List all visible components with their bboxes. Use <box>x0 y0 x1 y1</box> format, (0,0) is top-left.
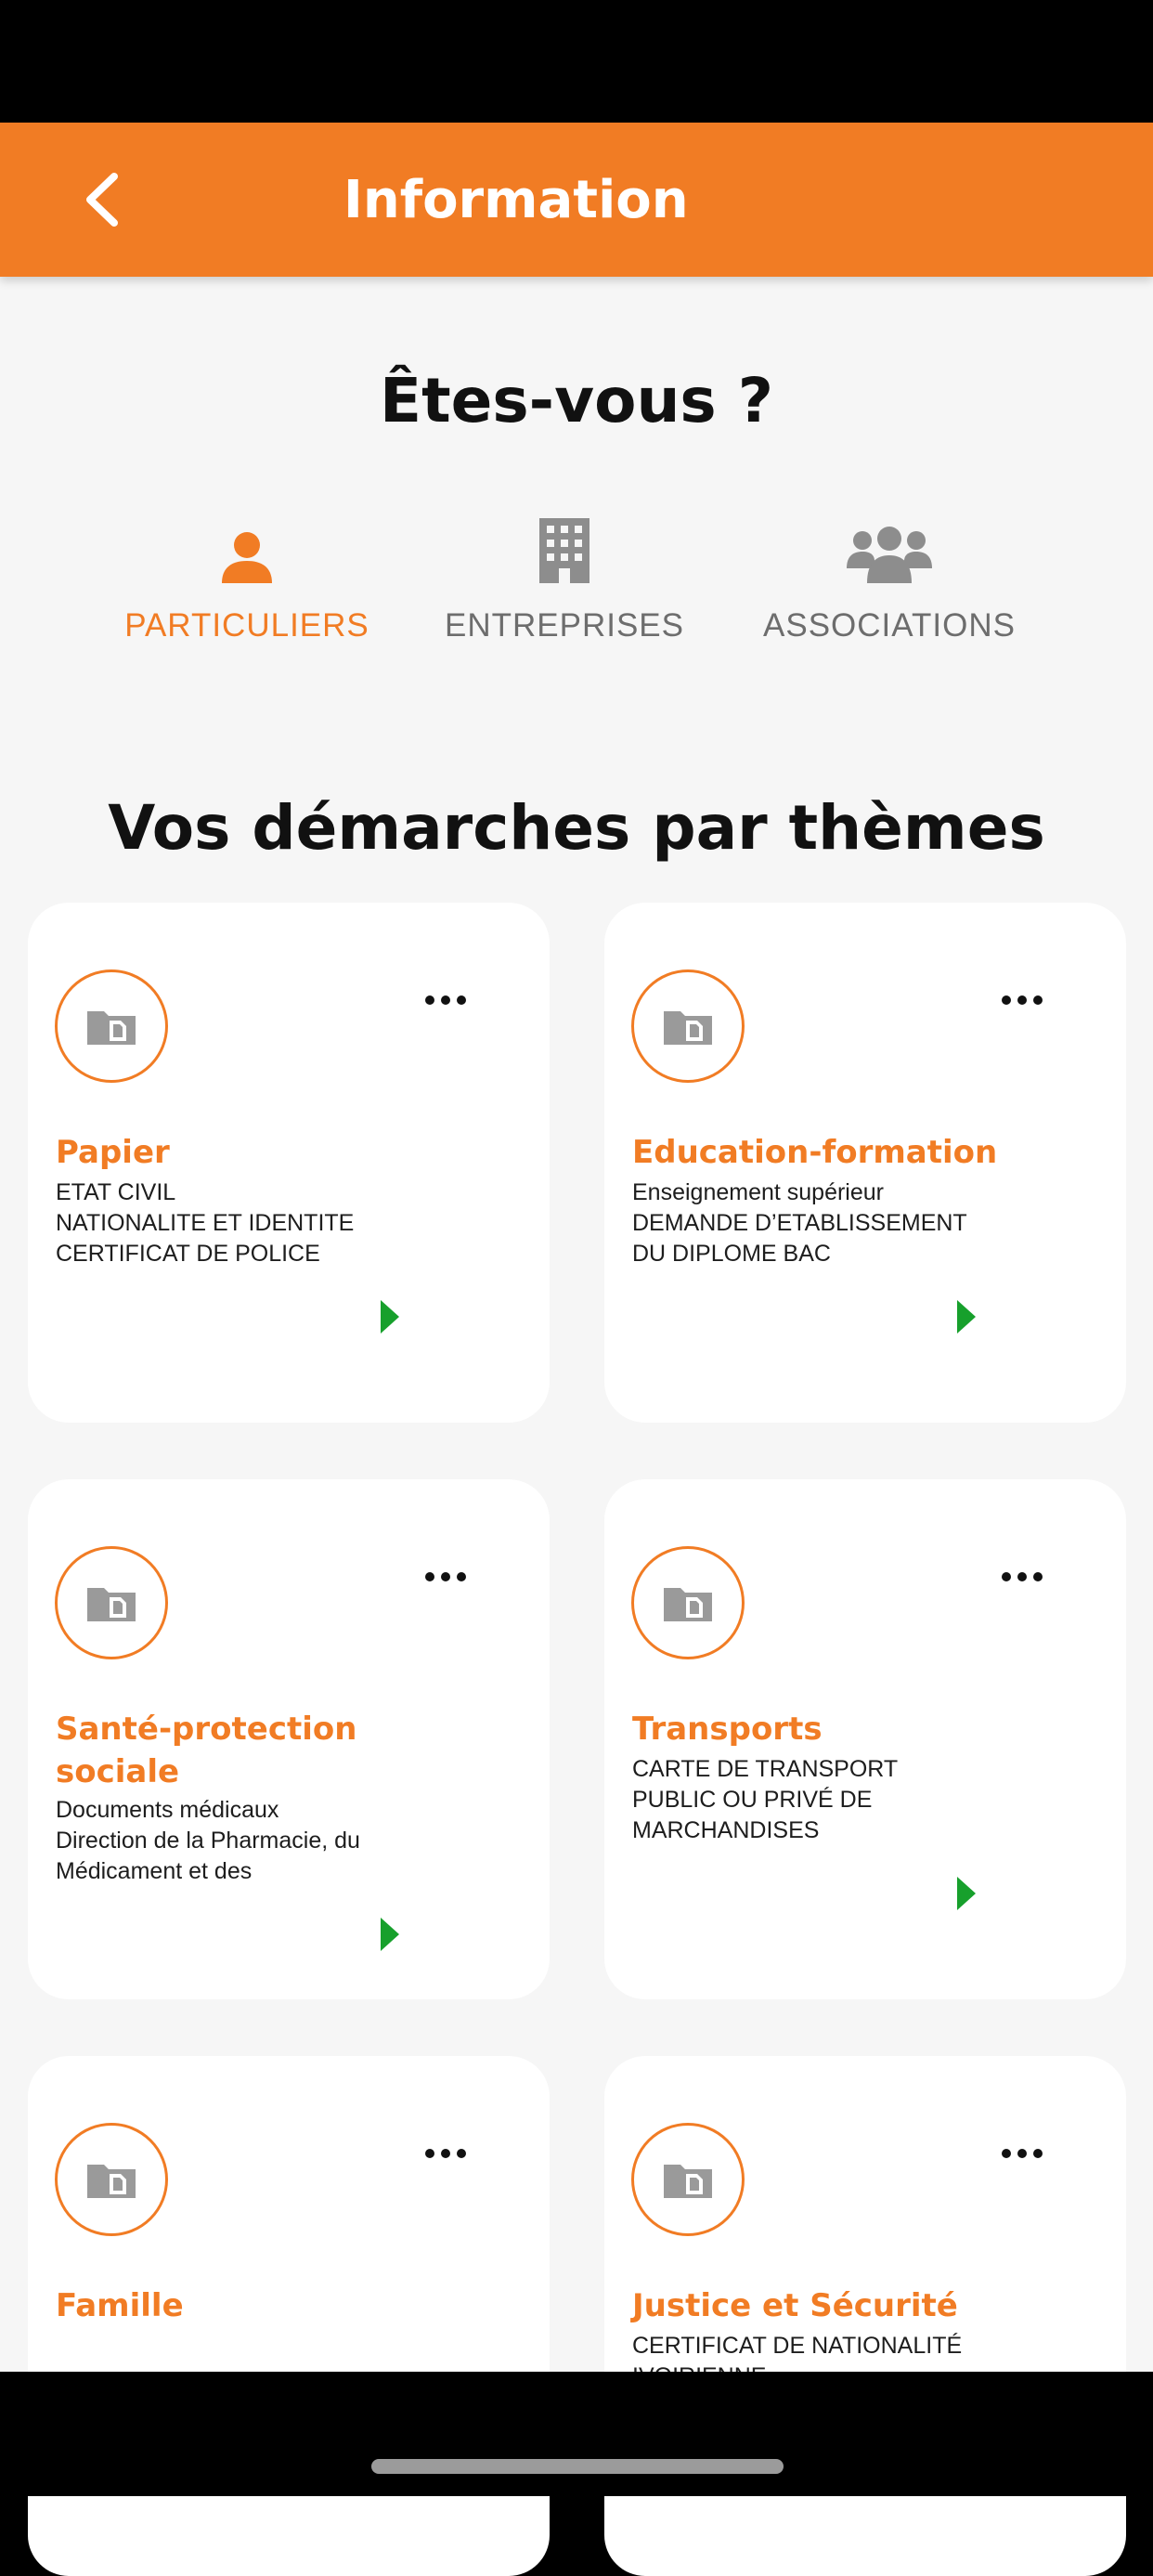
more-horizontal-icon <box>424 995 467 1006</box>
system-nav-bar <box>0 2372 1153 2496</box>
more-horizontal-icon <box>1001 1571 1043 1582</box>
arrow-right-icon[interactable] <box>381 1300 399 1334</box>
folder-badge <box>55 969 168 1083</box>
theme-card-sante-protection-sociale[interactable] <box>28 1479 550 1999</box>
card-title: Transports <box>632 1711 823 1748</box>
card-description: CERTIFICAT DE NATIONALITÉ <box>632 2333 963 2359</box>
tab-associations-label: ASSOCIATIONS <box>763 607 1016 644</box>
folder-badge <box>631 1546 745 1659</box>
card-title: Santé-protection sociale <box>56 1711 357 1790</box>
card-description: ETAT CIVIL NATIONALITE ET IDENTITE CERTIFICAT DE POLICE <box>56 1179 355 1267</box>
folder-badge <box>55 1546 168 1659</box>
arrow-right-icon[interactable] <box>957 1300 976 1334</box>
more-options-button[interactable] <box>418 986 473 1014</box>
main-content <box>0 277 1153 2372</box>
folder-icon <box>662 2159 714 2200</box>
page-title: Information <box>343 169 689 230</box>
app-bar <box>0 123 1153 277</box>
back-button[interactable] <box>65 160 139 240</box>
theme-card-justice-securite[interactable] <box>604 2056 1126 2576</box>
card-description: Enseignement supérieur DEMANDE D’ETABLISSEMENT DU DIPLOME BAC <box>632 1179 967 1267</box>
building-icon <box>534 516 595 583</box>
more-horizontal-icon <box>1001 995 1043 1006</box>
card-description: CARTE DE TRANSPORT PUBLIC OU PRIVÉ DE MARCHANDISES <box>632 1756 899 1843</box>
card-title: Education-formation <box>632 1134 998 1171</box>
group-icon <box>847 526 932 583</box>
folder-icon <box>85 2159 137 2200</box>
theme-card-papier[interactable] <box>28 903 550 1423</box>
card-title: Justice et Sécurité <box>632 2287 958 2324</box>
folder-badge <box>631 969 745 1083</box>
folder-badge <box>631 2123 745 2236</box>
more-horizontal-icon <box>424 1571 467 1582</box>
tab-particuliers-label: PARTICULIERS <box>124 607 369 644</box>
theme-card-education-formation[interactable] <box>604 903 1126 1423</box>
arrow-right-icon[interactable] <box>957 1877 976 1910</box>
chevron-left-icon <box>81 171 123 228</box>
folder-icon <box>85 1582 137 1623</box>
user-type-selector <box>0 500 1153 667</box>
question-title: Êtes-vous ? <box>380 365 773 436</box>
more-options-button[interactable] <box>994 2140 1050 2167</box>
more-options-button[interactable] <box>994 986 1050 1014</box>
folder-icon <box>662 1006 714 1047</box>
card-title: Famille <box>56 2287 184 2324</box>
more-horizontal-icon <box>424 2148 467 2159</box>
more-options-button[interactable] <box>994 1563 1050 1591</box>
folder-icon <box>662 1582 714 1623</box>
folder-icon <box>85 1006 137 1047</box>
more-options-button[interactable] <box>418 1563 473 1591</box>
tab-associations[interactable] <box>750 500 1029 667</box>
card-description: Documents médicaux Direction de la Pharmacie, du Médicament et des <box>56 1797 360 1884</box>
more-options-button[interactable] <box>418 2140 473 2167</box>
status-bar <box>0 0 1153 123</box>
arrow-right-icon[interactable] <box>381 1918 399 1951</box>
card-title: Papier <box>56 1134 170 1171</box>
theme-card-transports[interactable] <box>604 1479 1126 1999</box>
tab-entreprises-label: ENTREPRISES <box>445 607 684 644</box>
folder-badge <box>55 2123 168 2236</box>
tab-entreprises[interactable] <box>434 500 694 667</box>
home-indicator[interactable] <box>371 2459 784 2474</box>
section-title: Vos démarches par thèmes <box>108 792 1045 864</box>
theme-card-famille[interactable] <box>28 2056 550 2576</box>
tab-particuliers[interactable] <box>117 500 377 667</box>
person-icon <box>220 531 274 583</box>
more-horizontal-icon <box>1001 2148 1043 2159</box>
